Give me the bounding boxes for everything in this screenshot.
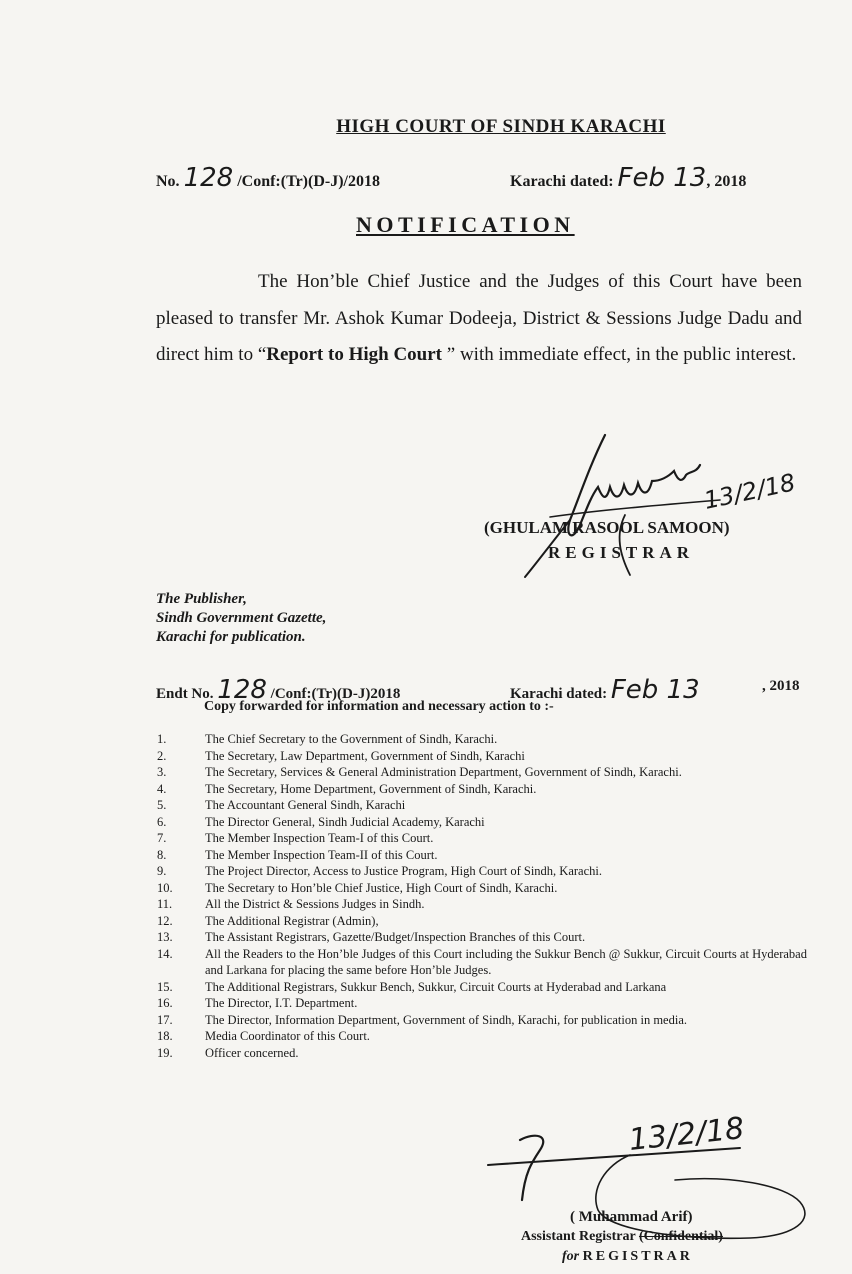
distribution-item-number: 16. bbox=[157, 996, 173, 1010]
distribution-item-number: 6. bbox=[157, 814, 167, 829]
number-suffix: /Conf:(Tr)(D-J)/2018 bbox=[237, 173, 380, 190]
distribution-item-number: 15. bbox=[157, 979, 173, 994]
registrar-name: (GHULAM RASOOL SAMOON) bbox=[484, 518, 730, 537]
distribution-item bbox=[157, 863, 807, 880]
body-text-1: The Hon’ble Chief Justice and the Judges of this Court have been pleased to transfer Mr. Ashok Kumar Dodeeja, District & Sessions Judge Dadu and direct him to “ bbox=[156, 271, 802, 365]
distribution-item bbox=[157, 797, 807, 814]
endorsement-suffix: /Conf:(Tr)(D-J)2018 bbox=[270, 686, 401, 702]
notification-body bbox=[156, 264, 802, 374]
distribution-item bbox=[157, 748, 807, 765]
dated-year: , 2018 bbox=[706, 173, 747, 190]
distribution-item-number: 13. bbox=[157, 930, 173, 944]
notification-date bbox=[510, 163, 746, 193]
notification-heading: NOTIFICATION bbox=[356, 212, 575, 237]
distribution-item bbox=[157, 1045, 807, 1062]
endorsement-handwritten-number: 128 bbox=[217, 675, 267, 705]
distribution-item bbox=[157, 880, 807, 897]
distribution-item-text: The Assistant Registrars, Gazette/Budget/Inspection Branches of this Court. bbox=[205, 930, 586, 944]
publisher-line-3: Karachi for publication. bbox=[156, 629, 306, 645]
notification-number bbox=[156, 163, 380, 193]
distribution-item-text: The Member Inspection Team-II of this Court. bbox=[205, 847, 438, 862]
distribution-item bbox=[157, 995, 807, 1012]
registrar-title: REGISTRAR bbox=[548, 543, 695, 562]
distribution-item-number: 10. bbox=[157, 880, 173, 895]
distribution-item-number: 4. bbox=[157, 781, 167, 796]
handwritten-number: 128 bbox=[183, 163, 234, 193]
distribution-item-number: 19. bbox=[157, 1045, 173, 1060]
distribution-item bbox=[157, 946, 807, 979]
handwritten-date: Feb 13 bbox=[617, 163, 707, 193]
for-label: for bbox=[562, 1249, 580, 1264]
body-text-2: ” with immediate effect, in the public interest. bbox=[442, 344, 797, 365]
distribution-item-text: The Secretary to Hon’ble Chief Justice, High Court of Sindh, Karachi. bbox=[205, 880, 558, 895]
for-registrar-line bbox=[562, 1249, 693, 1265]
distribution-item-number: 7. bbox=[157, 831, 167, 845]
assistant-signature-date: 13/2/18 bbox=[627, 1111, 746, 1158]
distribution-item-text: The Secretary, Services & General Administration Department, Government of Sindh, Karachi. bbox=[205, 765, 682, 779]
distribution-item bbox=[157, 913, 807, 930]
publisher-block bbox=[156, 590, 326, 647]
distribution-item-text: The Member Inspection Team-I of this Court. bbox=[205, 831, 434, 845]
distribution-item-number: 1. bbox=[157, 732, 167, 746]
endorsement-year: , 2018 bbox=[762, 678, 800, 694]
assistant-registrar-title bbox=[521, 1229, 723, 1245]
body-text-bold: Report to High Court bbox=[266, 344, 443, 365]
distribution-item-text: The Additional Registrar (Admin), bbox=[205, 913, 379, 928]
court-title: HIGH COURT OF SINDH KARACHI bbox=[336, 116, 666, 137]
distribution-item-number: 5. bbox=[157, 798, 167, 812]
distribution-item-number: 14. bbox=[157, 946, 173, 961]
distribution-item-number: 2. bbox=[157, 748, 167, 763]
distribution-item bbox=[157, 847, 807, 864]
registrar-signature-date: 13/2/18 bbox=[701, 468, 798, 515]
for-registrar: REGISTRAR bbox=[582, 1249, 693, 1264]
distribution-item-text: The Director General, Sindh Judicial Academy, Karachi bbox=[205, 814, 485, 829]
distribution-item bbox=[157, 929, 807, 946]
distribution-item-text: Media Coordinator of this Court. bbox=[205, 1029, 370, 1043]
distribution-list bbox=[157, 731, 807, 1061]
distribution-item-number: 8. bbox=[157, 847, 167, 862]
number-prefix: No. bbox=[156, 173, 180, 190]
endorsement-handwritten-date: Feb 13 bbox=[610, 675, 700, 705]
distribution-item bbox=[157, 1012, 807, 1029]
endorsement-prefix: Endt No. bbox=[156, 686, 214, 702]
distribution-item bbox=[157, 896, 807, 913]
distribution-item-number: 9. bbox=[157, 864, 167, 878]
distribution-item-text: All the District & Sessions Judges in Sindh. bbox=[205, 897, 425, 911]
distribution-item-text: The Secretary, Law Department, Government of Sindh, Karachi bbox=[205, 748, 525, 763]
assistant-registrar-name: ( Muhammad Arif) bbox=[570, 1209, 693, 1225]
distribution-item-number: 17. bbox=[157, 1012, 173, 1027]
distribution-item-text: The Chief Secretary to the Government of Sindh, Karachi. bbox=[205, 732, 498, 746]
distribution-item-text: The Director, Information Department, Government of Sindh, Karachi, for publication in media. bbox=[205, 1012, 687, 1027]
distribution-item bbox=[157, 731, 807, 748]
copy-forwarded-line: Copy forwarded for information and necessary action to :- bbox=[204, 699, 554, 714]
distribution-item-number: 11. bbox=[157, 897, 173, 911]
distribution-item bbox=[157, 830, 807, 847]
distribution-item-text: All the Readers to the Hon’ble Judges of this Court including the Sukkur Bench @ Sukkur, Circuit Courts at Hyderabad and Larkana for placing the same before Hon’ble Judges. bbox=[205, 946, 807, 977]
distribution-item-text: Officer concerned. bbox=[205, 1045, 299, 1060]
distribution-item bbox=[157, 1028, 807, 1045]
distribution-item bbox=[157, 764, 807, 781]
distribution-item bbox=[157, 781, 807, 798]
distribution-item-number: 3. bbox=[157, 765, 167, 779]
dated-label: Karachi dated: bbox=[510, 173, 614, 190]
distribution-item-text: The Additional Registrars, Sukkur Bench, Sukkur, Circuit Courts at Hyderabad and Larkana bbox=[205, 979, 667, 994]
endorsement-dated-label: Karachi dated: bbox=[510, 686, 608, 702]
distribution-item bbox=[157, 814, 807, 831]
distribution-item-number: 12. bbox=[157, 913, 173, 928]
assistant-title-main: Assistant Registrar bbox=[521, 1229, 636, 1244]
distribution-item bbox=[157, 979, 807, 996]
distribution-item-text: The Director, I.T. Department. bbox=[205, 996, 358, 1010]
distribution-item-number: 18. bbox=[157, 1029, 173, 1043]
publisher-line-1: The Publisher, bbox=[156, 591, 247, 607]
distribution-item-text: The Project Director, Access to Justice Program, High Court of Sindh, Karachi. bbox=[205, 864, 602, 878]
distribution-item-text: The Accountant General Sindh, Karachi bbox=[205, 798, 406, 812]
assistant-title-struck: (Confidential) bbox=[638, 1229, 723, 1244]
distribution-item-text: The Secretary, Home Department, Government of Sindh, Karachi. bbox=[205, 781, 537, 796]
publisher-line-2: Sindh Government Gazette, bbox=[156, 610, 327, 626]
